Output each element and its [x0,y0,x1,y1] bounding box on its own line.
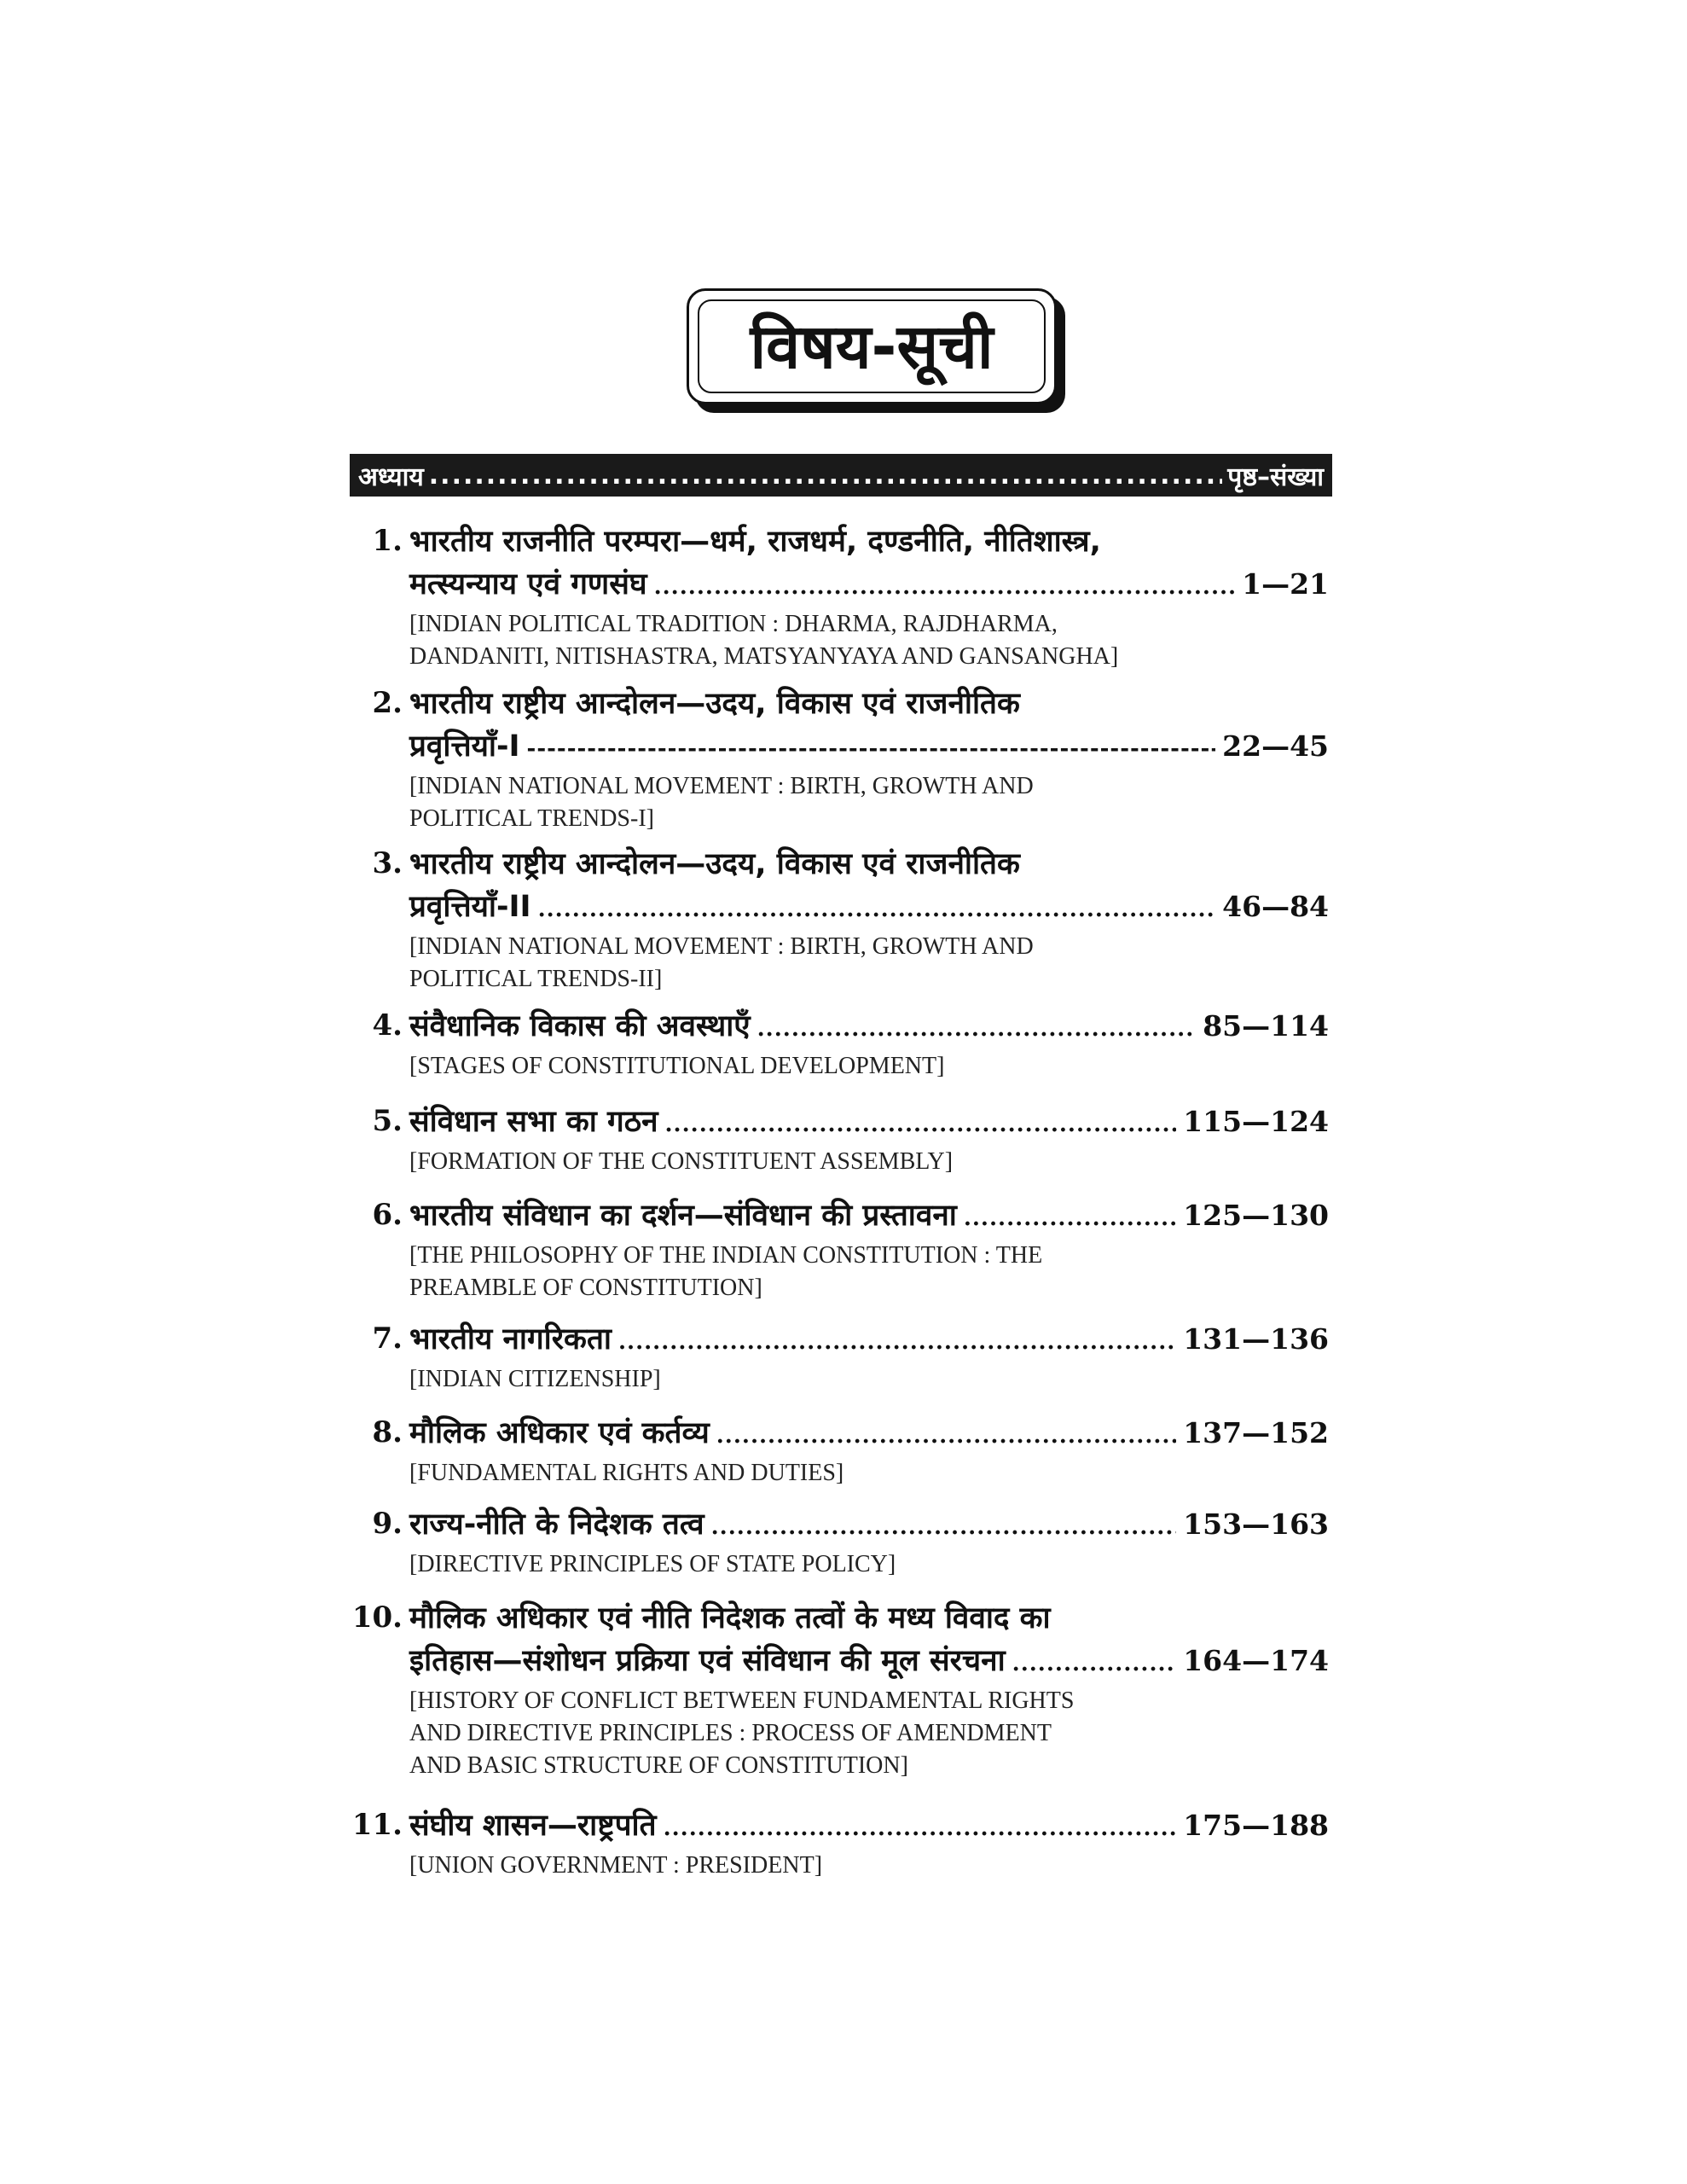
entry-page-range: 175—188 [1183,1809,1329,1842]
entry-english-line: AND DIRECTIVE PRINCIPLES : PROCESS OF AMENDMENT [409,1720,1052,1746]
entry-english-line: POLITICAL TRENDS-II] [409,966,663,992]
leader-dots [665,1103,1177,1146]
entry-leader-line [409,1804,1329,1850]
entry-page-range: 131—136 [1183,1322,1329,1356]
entry-leader-line [409,725,1329,770]
entry-number: 9. [372,1507,403,1541]
entry-leader-line [409,1318,1329,1363]
entry-english-line: [INDIAN NATIONAL MOVEMENT : BIRTH, GROWTH AND [409,773,1034,799]
entry-leader-line [409,1101,1329,1146]
entry-page-range: 125—130 [1183,1199,1329,1232]
entry-page-range: 115—124 [1183,1105,1329,1138]
entry-number: 11. [351,1808,403,1842]
entry-page-range: 1—21 [1242,567,1329,601]
entry-english-line: [UNION GOVERNMENT : PRESIDENT] [409,1852,823,1879]
entry-hindi-line: मौलिक अधिकार एवं नीति निदेशक तत्वों के मध्य विवाद का [409,1601,1051,1635]
entry-leader-line [409,1194,1329,1240]
entry-number: 7. [372,1321,403,1356]
entry-hindi-line: भारतीय राजनीति परम्परा—धर्म, राजधर्म, दण्डनीति, नीतिशास्त्र, [409,525,1101,559]
entry-hindi-title: संविधान सभा का गठन [409,1105,658,1139]
entry-hindi-title: भारतीय नागरिकता [409,1322,612,1356]
entry-english-line: [DIRECTIVE PRINCIPLES OF STATE POLICY] [409,1551,896,1577]
entry-page-range: 85—114 [1203,1009,1329,1043]
entry-number: 1. [372,524,403,558]
entry-hindi-title: संवैधानिक विकास की अवस्थाएँ [409,1009,751,1043]
entry-page-range: 46—84 [1222,890,1329,923]
entry-english-line: [INDIAN NATIONAL MOVEMENT : BIRTH, GROWTH AND [409,933,1034,960]
leader-dots [1012,1642,1177,1685]
entry-leader-line [409,1503,1329,1548]
entry-page-range: 22—45 [1222,729,1329,763]
entry-hindi-line: भारतीय राष्ट्रीय आन्दोलन—उदय, विकास एवं राजनीतिक [409,847,1020,881]
entry-number: 4. [372,1008,403,1043]
entry-number: 3. [372,846,403,880]
entry-english-line: PREAMBLE OF CONSTITUTION] [409,1275,762,1301]
entry-number: 2. [372,686,403,720]
entry-hindi-title: प्रवृत्तियाँ-II [409,890,531,924]
entry-page-range: 153—163 [1183,1507,1329,1541]
title-box [687,288,1057,404]
entry-number: 5. [372,1104,403,1138]
leader-dots [654,566,1236,608]
leader-dashes [527,728,1216,770]
entry-hindi-title: मत्स्यन्याय एवं गणसंघ [409,567,647,601]
entry-number: 6. [372,1198,403,1232]
entry-english-line: AND BASIC STRUCTURE OF CONSTITUTION] [409,1752,908,1779]
entry-english-line: DANDANITI, NITISHASTRA, MATSYANYAYA AND GANSANGHA] [409,643,1119,670]
leader-dots [538,888,1216,931]
header-leader-dots [429,461,1223,491]
entry-page-range: 137—152 [1183,1416,1329,1449]
entry-leader-line [409,1005,1329,1050]
entry-english-line: [THE PHILOSOPHY OF THE INDIAN CONSTITUTION : THE [409,1242,1043,1269]
entry-english-line: [STAGES OF CONSTITUTIONAL DEVELOPMENT] [409,1053,945,1079]
entry-hindi-title: इतिहास—संशोधन प्रक्रिया एवं संविधान की मूल संरचना [409,1644,1006,1678]
entry-hindi-title: भारतीय संविधान का दर्शन—संविधान की प्रस्तावना [409,1199,957,1233]
entry-hindi-title: राज्य-नीति के निदेशक तत्व [409,1507,704,1542]
entry-number: 10. [351,1600,403,1635]
header-chapter-label: अध्याय [358,462,424,492]
toc-header-bar [350,454,1332,497]
entry-english-line: [HISTORY OF CONFLICT BETWEEN FUNDAMENTAL RIGHTS [409,1687,1075,1714]
entry-hindi-title: मौलिक अधिकार एवं कर्तव्य [409,1416,710,1450]
leader-dots [711,1506,1177,1548]
header-page-label: पृष्ठ–संख्या [1227,462,1324,492]
entry-hindi-title: प्रवृत्तियाँ-I [409,729,520,764]
entry-english-line: [FORMATION OF THE CONSTITUENT ASSEMBLY] [409,1148,954,1175]
entry-leader-line [409,1640,1329,1685]
entry-english-line: POLITICAL TRENDS-I] [409,805,654,832]
leader-dots [664,1807,1177,1850]
entry-english-line: [INDIAN CITIZENSHIP] [409,1366,661,1392]
page-title: विषय-सूची [750,311,994,382]
entry-english-line: [FUNDAMENTAL RIGHTS AND DUTIES] [409,1460,844,1486]
leader-dots [716,1414,1176,1457]
entry-english-line: [INDIAN POLITICAL TRADITION : DHARMA, RAJDHARMA, [409,611,1058,637]
entry-leader-line [409,886,1329,931]
entry-leader-line [409,563,1329,608]
leader-dots [757,1008,1197,1050]
entry-hindi-line: भारतीय राष्ट्रीय आन्दोलन—उदय, विकास एवं राजनीतिक [409,687,1020,721]
leader-dots [618,1321,1176,1363]
entry-page-range: 164—174 [1183,1644,1329,1677]
leader-dots [964,1197,1176,1240]
entry-hindi-title: संघीय शासन—राष्ट्रपति [409,1809,657,1843]
entry-number: 8. [372,1415,403,1449]
entry-leader-line [409,1412,1329,1457]
